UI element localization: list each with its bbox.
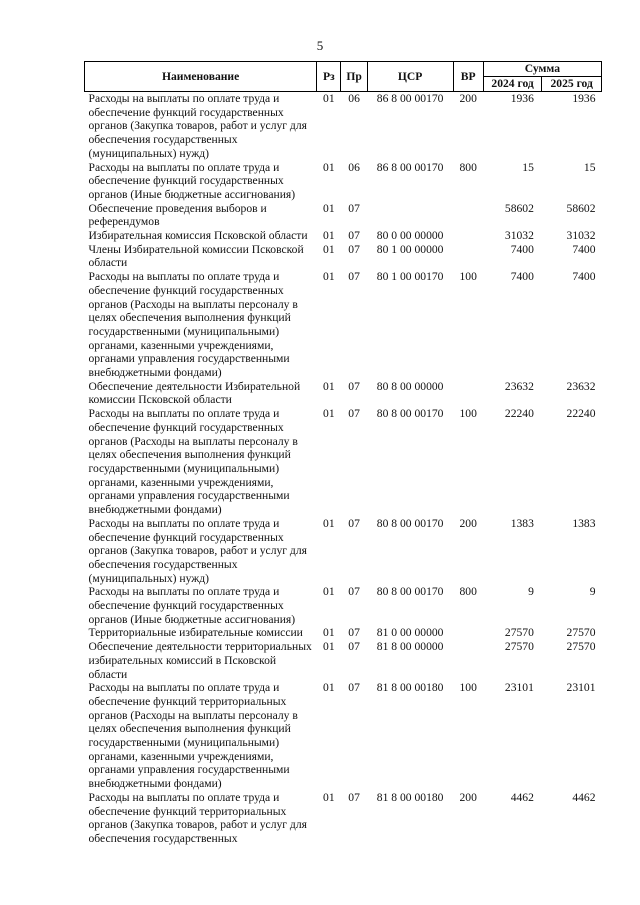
cell-sum-2024: 4462	[510, 790, 534, 804]
cell-name: Обеспечение деятельности Избирательной комиссии Псковской области	[88, 379, 301, 407]
cell-rz: 01	[323, 585, 335, 599]
header-vr: ВР	[453, 62, 483, 92]
cell-sum-2024: 1936	[510, 92, 534, 105]
table-row	[85, 161, 602, 202]
cell-pr: 07	[348, 242, 360, 256]
cell-csr: 80 8 00 00170	[376, 585, 444, 599]
table-row	[85, 585, 602, 626]
cell-vr: 200	[459, 92, 477, 105]
cell-sum-2024: 7400	[510, 242, 534, 256]
header-sum: Сумма	[483, 62, 601, 77]
cell-csr: 80 8 00 00170	[376, 407, 444, 421]
cell-sum-2025: 1383	[572, 516, 596, 530]
cell-name: Обеспечение деятельности территориальных избирательных комиссий в Псковской области	[88, 640, 312, 681]
cell-pr: 07	[348, 229, 360, 243]
table-row	[85, 202, 602, 229]
cell-vr	[453, 202, 483, 229]
cell-vr: 200	[459, 790, 477, 804]
cell-sum-2025: 7400	[572, 270, 596, 284]
cell-rz: 01	[323, 379, 335, 393]
cell-sum-2025: 22240	[566, 407, 596, 421]
cell-csr: 80 8 00 00000	[376, 379, 444, 393]
cell-pr: 07	[348, 585, 360, 599]
cell-sum-2025: 58602	[566, 201, 596, 215]
cell-name: Территориальные избирательные комиссии	[88, 626, 303, 640]
cell-name: Расходы на выплаты по оплате труда и обеспечение функций государственных органов (Расходы на выплаты персоналу в целях обеспечения выполнения функций государственными (муниципальными) органами, казенными учреждениями, органами управления государственными внебюджетными фондами)	[88, 270, 298, 380]
cell-csr: 86 8 00 00170	[376, 160, 444, 174]
cell-csr: 81 8 00 00180	[376, 681, 444, 695]
cell-name: Расходы на выплаты по оплате труда и обеспечение функций государственных органов (Расходы на выплаты персоналу в целях обеспечения выполнения функций государственными (муниципальными) органами, казенными учреждениями, органами управления государственными внебюджетными фондами)	[88, 407, 298, 517]
cell-pr: 07	[348, 270, 360, 284]
cell-pr: 07	[348, 790, 360, 804]
cell-sum-2025: 23101	[566, 681, 596, 695]
cell-vr: 100	[459, 407, 477, 421]
cell-sum-2024: 31032	[504, 229, 534, 243]
cell-name: Обеспечение проведения выборов и референдумов	[88, 201, 267, 229]
cell-name: Расходы на выплаты по оплате труда и обеспечение функций территориальных органов (Расходы на выплаты персоналу в целях обеспечения выполнения функций государственными (муниципальными) органами, казенными учреждениями, органами управления государственными внебюджетными фондами)	[88, 681, 298, 791]
cell-sum-2025: 9	[589, 585, 596, 599]
cell-sum-2024: 27570	[504, 626, 534, 640]
cell-sum-2024: 27570	[504, 640, 534, 654]
cell-csr: 80 8 00 00170	[376, 516, 444, 530]
table-row	[85, 407, 602, 517]
cell-vr	[453, 243, 483, 270]
table-row	[85, 229, 602, 243]
cell-rz: 01	[323, 201, 335, 215]
cell-rz: 01	[323, 229, 335, 243]
table-row	[85, 626, 602, 640]
cell-vr	[453, 640, 483, 681]
cell-name: Расходы на выплаты по оплате труда и обеспечение функций государственных органов (Иные бюджетные ассигнования)	[88, 585, 296, 626]
cell-vr: 800	[459, 160, 477, 174]
cell-sum-2024: 22240	[504, 407, 534, 421]
table-header	[85, 62, 602, 92]
cell-vr: 100	[459, 681, 477, 695]
table-row	[85, 270, 602, 380]
cell-rz: 01	[323, 681, 335, 695]
table-body	[85, 92, 602, 846]
cell-csr: 86 8 00 00170	[376, 92, 444, 105]
table-row	[85, 640, 602, 681]
header-pr: Пр	[341, 62, 367, 92]
cell-vr: 200	[459, 516, 477, 530]
table-row	[85, 380, 602, 407]
cell-pr: 06	[348, 92, 360, 105]
cell-vr	[453, 380, 483, 407]
cell-pr: 07	[348, 407, 360, 421]
table-row	[85, 243, 602, 270]
cell-vr	[453, 229, 483, 243]
cell-name: Расходы на выплаты по оплате труда и обеспечение функций территориальных органов (Закупка товаров, работ и услуг для обеспечения государственных	[88, 790, 307, 845]
cell-rz: 01	[323, 160, 335, 174]
cell-rz: 01	[323, 407, 335, 421]
header-year-2024: 2024 год	[483, 77, 542, 92]
cell-sum-2025: 1936	[572, 92, 596, 105]
cell-sum-2024: 23632	[504, 379, 534, 393]
cell-rz: 01	[323, 516, 335, 530]
cell-name: Избирательная комиссия Псковской области	[88, 229, 308, 243]
cell-rz: 01	[323, 242, 335, 256]
cell-pr: 07	[348, 626, 360, 640]
cell-pr: 07	[348, 516, 360, 530]
cell-rz: 01	[323, 92, 335, 105]
budget-table	[84, 61, 602, 846]
cell-csr: 80 0 00 00000	[376, 229, 444, 243]
cell-name: Расходы на выплаты по оплате труда и обеспечение функций государственных органов (Иные бюджетные ассигнования)	[88, 160, 296, 201]
cell-csr: 81 0 00 00000	[376, 626, 444, 640]
cell-name: Члены Избирательной комиссии Псковской области	[88, 242, 304, 270]
cell-vr: 100	[459, 270, 477, 284]
cell-csr: 80 1 00 00000	[376, 242, 444, 256]
cell-sum-2025: 4462	[572, 790, 596, 804]
cell-pr: 07	[348, 379, 360, 393]
table-row	[85, 681, 602, 791]
header-csr: ЦСР	[367, 62, 453, 92]
cell-sum-2025: 31032	[566, 229, 596, 243]
cell-sum-2024: 7400	[510, 270, 534, 284]
page-number: 5	[316, 38, 324, 53]
cell-sum-2025: 23632	[566, 379, 596, 393]
table-row	[85, 92, 602, 161]
cell-name: Расходы на выплаты по оплате труда и обеспечение функций государственных органов (Закупка товаров, работ и услуг для обеспечения государственных (муниципальных) нужд)	[88, 92, 307, 160]
cell-pr: 07	[348, 681, 360, 695]
cell-sum-2024: 58602	[504, 201, 534, 215]
cell-pr: 07	[348, 201, 360, 215]
cell-name: Расходы на выплаты по оплате труда и обеспечение функций государственных органов (Закупка товаров, работ и услуг для обеспечения государственных (муниципальных) нужд)	[88, 516, 307, 585]
cell-rz: 01	[323, 626, 335, 640]
cell-sum-2024: 15	[522, 160, 534, 174]
cell-csr	[367, 202, 453, 229]
cell-sum-2025: 27570	[566, 626, 596, 640]
header-name: Наименование	[85, 62, 317, 92]
cell-vr: 800	[459, 585, 477, 599]
cell-pr: 07	[348, 640, 360, 654]
header-year-2025: 2025 год	[542, 77, 602, 92]
cell-sum-2024: 23101	[504, 681, 534, 695]
cell-sum-2024: 9	[528, 585, 534, 599]
cell-sum-2025: 7400	[572, 242, 596, 256]
header-rz: Рз	[317, 62, 341, 92]
cell-csr: 81 8 00 00000	[376, 640, 444, 654]
cell-sum-2024: 1383	[510, 516, 534, 530]
cell-vr	[453, 626, 483, 640]
cell-rz: 01	[323, 270, 335, 284]
cell-csr: 81 8 00 00180	[376, 790, 444, 804]
cell-rz: 01	[323, 790, 335, 804]
cell-csr: 80 1 00 00170	[376, 270, 444, 284]
cell-sum-2025: 15	[583, 160, 596, 174]
cell-sum-2025: 27570	[566, 640, 596, 654]
table-row	[85, 791, 602, 846]
table-row	[85, 517, 602, 586]
cell-rz: 01	[323, 640, 335, 654]
cell-pr: 06	[348, 160, 360, 174]
